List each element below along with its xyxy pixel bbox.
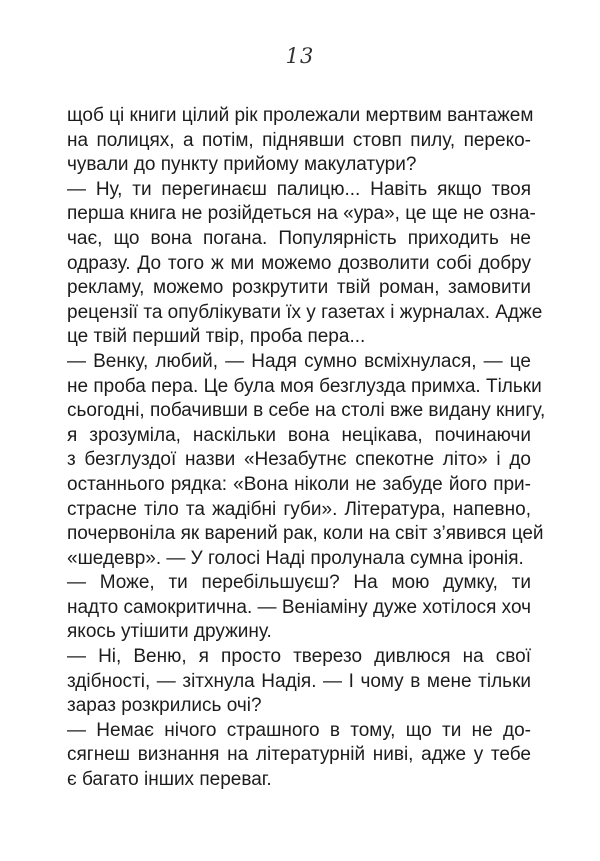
text-line: одразу. До того ж ми можемо дозволити собі добру bbox=[67, 252, 531, 274]
text-line: зараз розкрились очі? bbox=[67, 695, 262, 717]
text-line: — Може, ти перебільшуєш? На мою думку, ти bbox=[67, 572, 531, 594]
text-line: це твій перший твір, проба пера... bbox=[67, 326, 366, 348]
text-line: сьогодні, побачивши в себе на столі вже видану книгу, bbox=[67, 400, 546, 422]
text-line: почервоніла як варений рак, коли на світ з’явився цей bbox=[67, 523, 544, 545]
page-number: 13 bbox=[285, 44, 315, 68]
text-line: сягнеш визнання на літературній ниві, адже у тебе bbox=[67, 744, 531, 766]
text-line: надто самокритична. — Веніаміну дуже хотілося хоч bbox=[67, 596, 531, 618]
text-line: здібності, — зітхнула Надія. — І чому в мене тільки bbox=[67, 670, 531, 692]
text-line: на полицях, а потім, піднявши стовп пилу, переко- bbox=[67, 129, 531, 151]
text-line: — Ну, ти перегинаєш палицю... Навіть якщо твоя bbox=[67, 178, 531, 200]
text-line: я зрозуміла, наскільки вона нецікава, починаючи bbox=[67, 424, 531, 446]
text-line: «шедевр». — У голосі Наді пролунала сумна іронія. bbox=[67, 547, 524, 569]
text-line: рецензії та опублікувати їх у газетах і журналах. Адже bbox=[67, 301, 543, 323]
text-line: з безглуздої назви «Незабутнє спекотне літо» і до bbox=[67, 449, 531, 471]
text-line: останнього рядка: «Вона ніколи не забуде його при- bbox=[67, 473, 531, 495]
text-line: не проба пера. Це була моя безглузда примха. Тільки bbox=[67, 375, 542, 397]
text-line: чували до пункту прийому макулатури? bbox=[67, 154, 417, 176]
text-line: — Немає нічого страшного в тому, що ти не до- bbox=[67, 719, 531, 741]
text-line: чає, що вона погана. Популярність приходить не bbox=[67, 227, 531, 249]
text-line: рекламу, можемо розкрутити твій роман, замовити bbox=[67, 277, 531, 299]
text-line: — Венку, любий, — Надя сумно всміхнулася, — це bbox=[67, 350, 531, 372]
body-text bbox=[67, 104, 546, 793]
text-line: перша книга не розійдеться на «ура», це ще не озна- bbox=[67, 203, 536, 225]
text-line: страсне тіло та жадібні губи». Література, напевно, bbox=[67, 498, 531, 520]
text-line: щоб ці книги цілий рік пролежали мертвим вантажем bbox=[67, 105, 534, 126]
text-line: — Ні, Веню, я просто тверезо дивлюся на свої bbox=[67, 646, 531, 668]
text-line: якось утішити дружину. bbox=[67, 621, 272, 643]
text-line: є багато інших переваг. bbox=[67, 769, 272, 791]
